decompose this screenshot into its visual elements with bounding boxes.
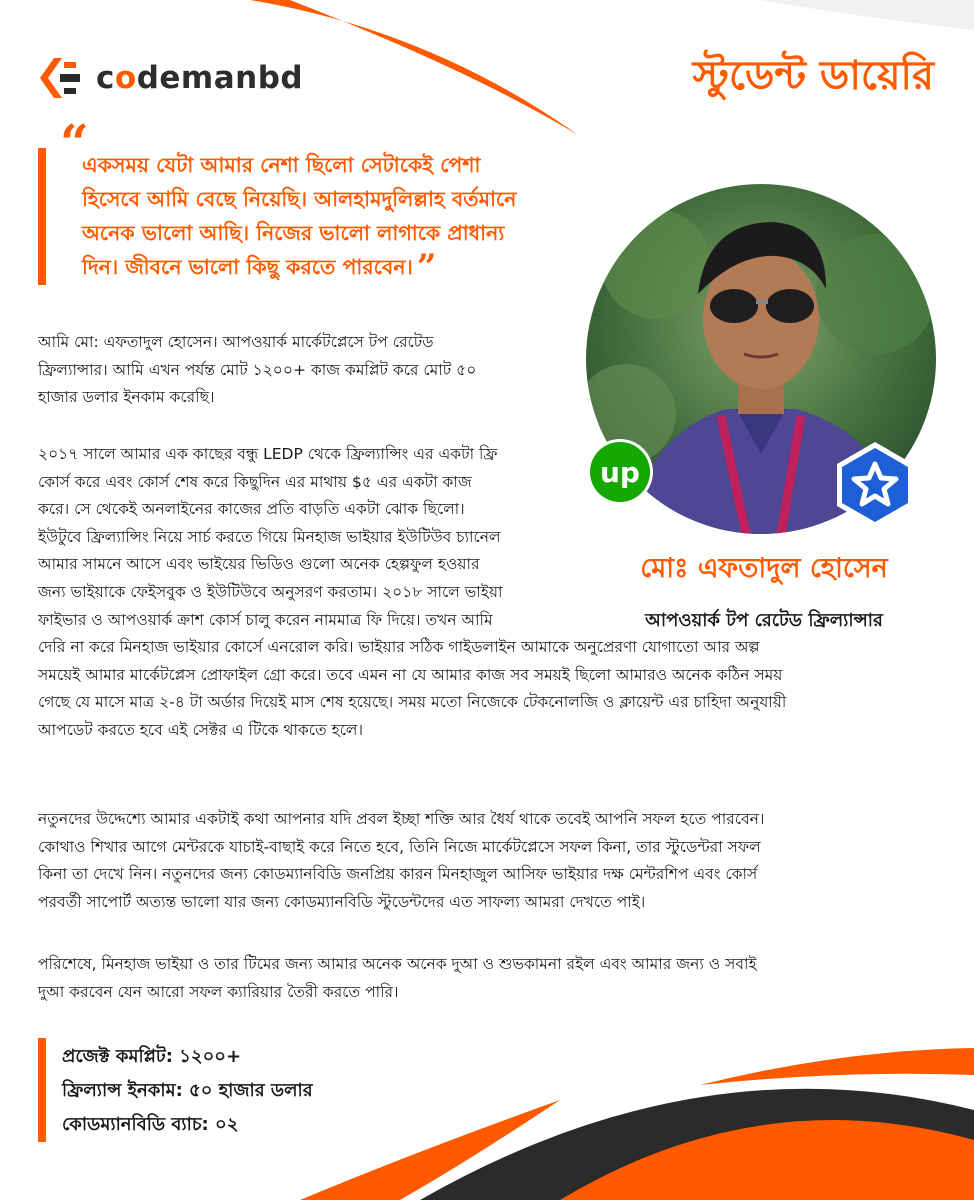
text-line: কোর্স করে এবং কোর্স শেষ করে কিছুদিন এর মাথায় $৫ এর একটা কাজ: [38, 472, 472, 491]
top-right-grey-band: [760, 0, 974, 30]
text-line: আপডেট করতে হবে এই সেক্টর এ টিকে থাকতে হলে।: [38, 720, 364, 739]
codemanbd-logo-icon: [34, 52, 86, 104]
text-line: ২০১৭ সালে আমার এক কাছের বন্ধু LEDP থেকে ফ্রিল্যান্সিং এর একটা ফ্রি: [38, 445, 498, 463]
stats-accent-bar: [38, 1038, 46, 1142]
open-quote-icon: “: [60, 113, 89, 172]
quote-line: একসময় যেটা আমার নেশা ছিলো সেটাকেই পেশা: [82, 153, 481, 177]
bottom-swoosh-accent: [700, 1048, 974, 1085]
codemanbd-logo: [34, 52, 303, 104]
text-line: দুআ করবেন যেন আরো সফল ক্যারিয়ার তৈরী করতে পারি।: [38, 982, 399, 1001]
quote-line: হিসেবে আমি বেছে নিয়েছি। আলহামদুলিল্লাহ বর্তমানে: [82, 187, 517, 211]
person-name: মোঃ এফতাদুল হোসেন: [640, 553, 888, 584]
page-title: স্টুডেন্ট ডায়েরি: [692, 53, 934, 99]
text-line: গেছে যে মাসে মাত্র ২-৪ টা অর্ডার দিয়েই মাস শেষ হয়েছে। সময় মতো নিজেকে টেকনোলজি ও ক্লায়েন্ট এর চাহিদা অনুযায়ী: [38, 693, 787, 712]
svg-text:up: up: [600, 456, 640, 489]
stat-batch: কোডম্যানবিডি ব্যাচ: ০২: [62, 1114, 239, 1135]
text-line: আমার সামনে আসে এবং ভাইয়ের ভিডিও গুলো অনেক হেল্পফুল হওয়ার: [38, 555, 480, 574]
text-line: পরিশেষে, মিনহাজ ভাইয়া ও তার টিমের জন্য আমার অনেক অনেক দুআ ও শুভকামনা রইল এবং আমার জন্য ও সবাই: [38, 955, 757, 973]
quote-line: দিন। জীবনে ভালো কিছু করতে পারবেন। ”: [82, 247, 437, 287]
stats-block: [62, 1040, 313, 1142]
text-line: ফ্রিল্যান্সার। আমি এখন পর্যন্ত মোট ১২০০+ কাজ কমপ্লিট করে মোট ৫০: [38, 360, 477, 379]
text-line: সময়েই আমার মার্কেটপ্লেস প্রোফাইল গ্রো করে। তবে এমন না যে আমার কাজ সব সময়ই ছিলো আমারও অনেক কঠিন সময়: [38, 665, 783, 684]
stat-income: ফ্রিল্যান্স ইনকাম: ৫০ হাজার ডলার: [62, 1080, 313, 1101]
logo-wordmark: codemanbd: [96, 60, 304, 96]
quote-line: অনেক ভালো আছি। নিজের ভালো লাগাকে প্রাধান্য: [82, 221, 505, 245]
text-line: পরবর্তী সাপোর্ট অত্যন্ত ভালো যার জন্য কোডম্যানবিডি স্টুডেন্টদের এত সাফল্য আমরা দেখতে পাই।: [38, 892, 646, 911]
text-line: আমি মো: এফতাদুল হোসেন। আপওয়ার্ক মার্কেটপ্লেসে টপ রেটেড: [38, 333, 434, 351]
quote-block: [82, 148, 542, 287]
text-line: হাজার ডলার ইনকাম করেছি।: [38, 388, 215, 407]
top-rated-star-icon: [833, 440, 917, 530]
text-line: কোথাও শিখার আগে মেন্টরকে যাচাই-বাছাই করে নিতে হবে, তিনি নিজে মার্কেটপ্লেসে সফল কিনা, তার স্টুডেন্টরা সফল: [38, 837, 761, 856]
stat-projects: প্রজেক্ট কমপ্লিট: ১২০০+: [62, 1046, 242, 1067]
text-line: নতুনদের উদ্দেশ্যে আমার একটাই কথা আপনার যদি প্রবল ইচ্ছা শক্তি আর ধৈর্য থাকে তবেই আপনি সফল হতে পারবেন।: [38, 810, 765, 828]
story-paragraph-2: [38, 441, 786, 745]
text-line: ফাইভার ও আপওয়ার্ক ক্রাশ কোর্স চালু করেন নামমাত্র ফি দিয়ে। তখন আমি: [38, 610, 493, 629]
story-paragraph-1: [38, 329, 476, 412]
text-line: দেরি না করে মিনহাজ ভাইয়ার কোর্সে এনরোল করি। ভাইয়ার সঠিক গাইডলাইন আমাকে অনুপ্রেরণা যোগাতো আর অল্প: [38, 638, 760, 657]
text-line: কিনা তা দেখে নিন। নতুনদের জন্য কোডম্যানবিডি জনপ্রিয় কারন মিনহাজুল আসিফ ভাইয়ার দক্ষ মেন্টরশিপ এবং কোর্স: [38, 865, 758, 884]
text-line: করে। সে থেকেই অনলাইনের কাজের প্রতি বাড়তি একটা ঝোক ছিলো।: [38, 500, 465, 519]
close-quote-icon: ”: [416, 247, 437, 287]
person-role: আপওয়ার্ক টপ রেটেড ফ্রিল্যান্সার: [645, 610, 883, 631]
story-paragraph-3: [38, 806, 764, 916]
quote-accent-bar: [38, 148, 46, 285]
text-line: জন্য ভাইয়াকে ফেইসবুক ও ইউটিউবে অনুসরণ করতাম। ২০১৮ সালে ভাইয়া: [38, 582, 503, 601]
text-line: ইউটুবে ফ্রিল্যান্সিং নিয়ে সার্চ করতে গিয়ে মিনহাজ ভাইয়ার ইউটিউব চ্যানেল: [38, 527, 501, 546]
story-paragraph-4: [38, 951, 757, 1006]
